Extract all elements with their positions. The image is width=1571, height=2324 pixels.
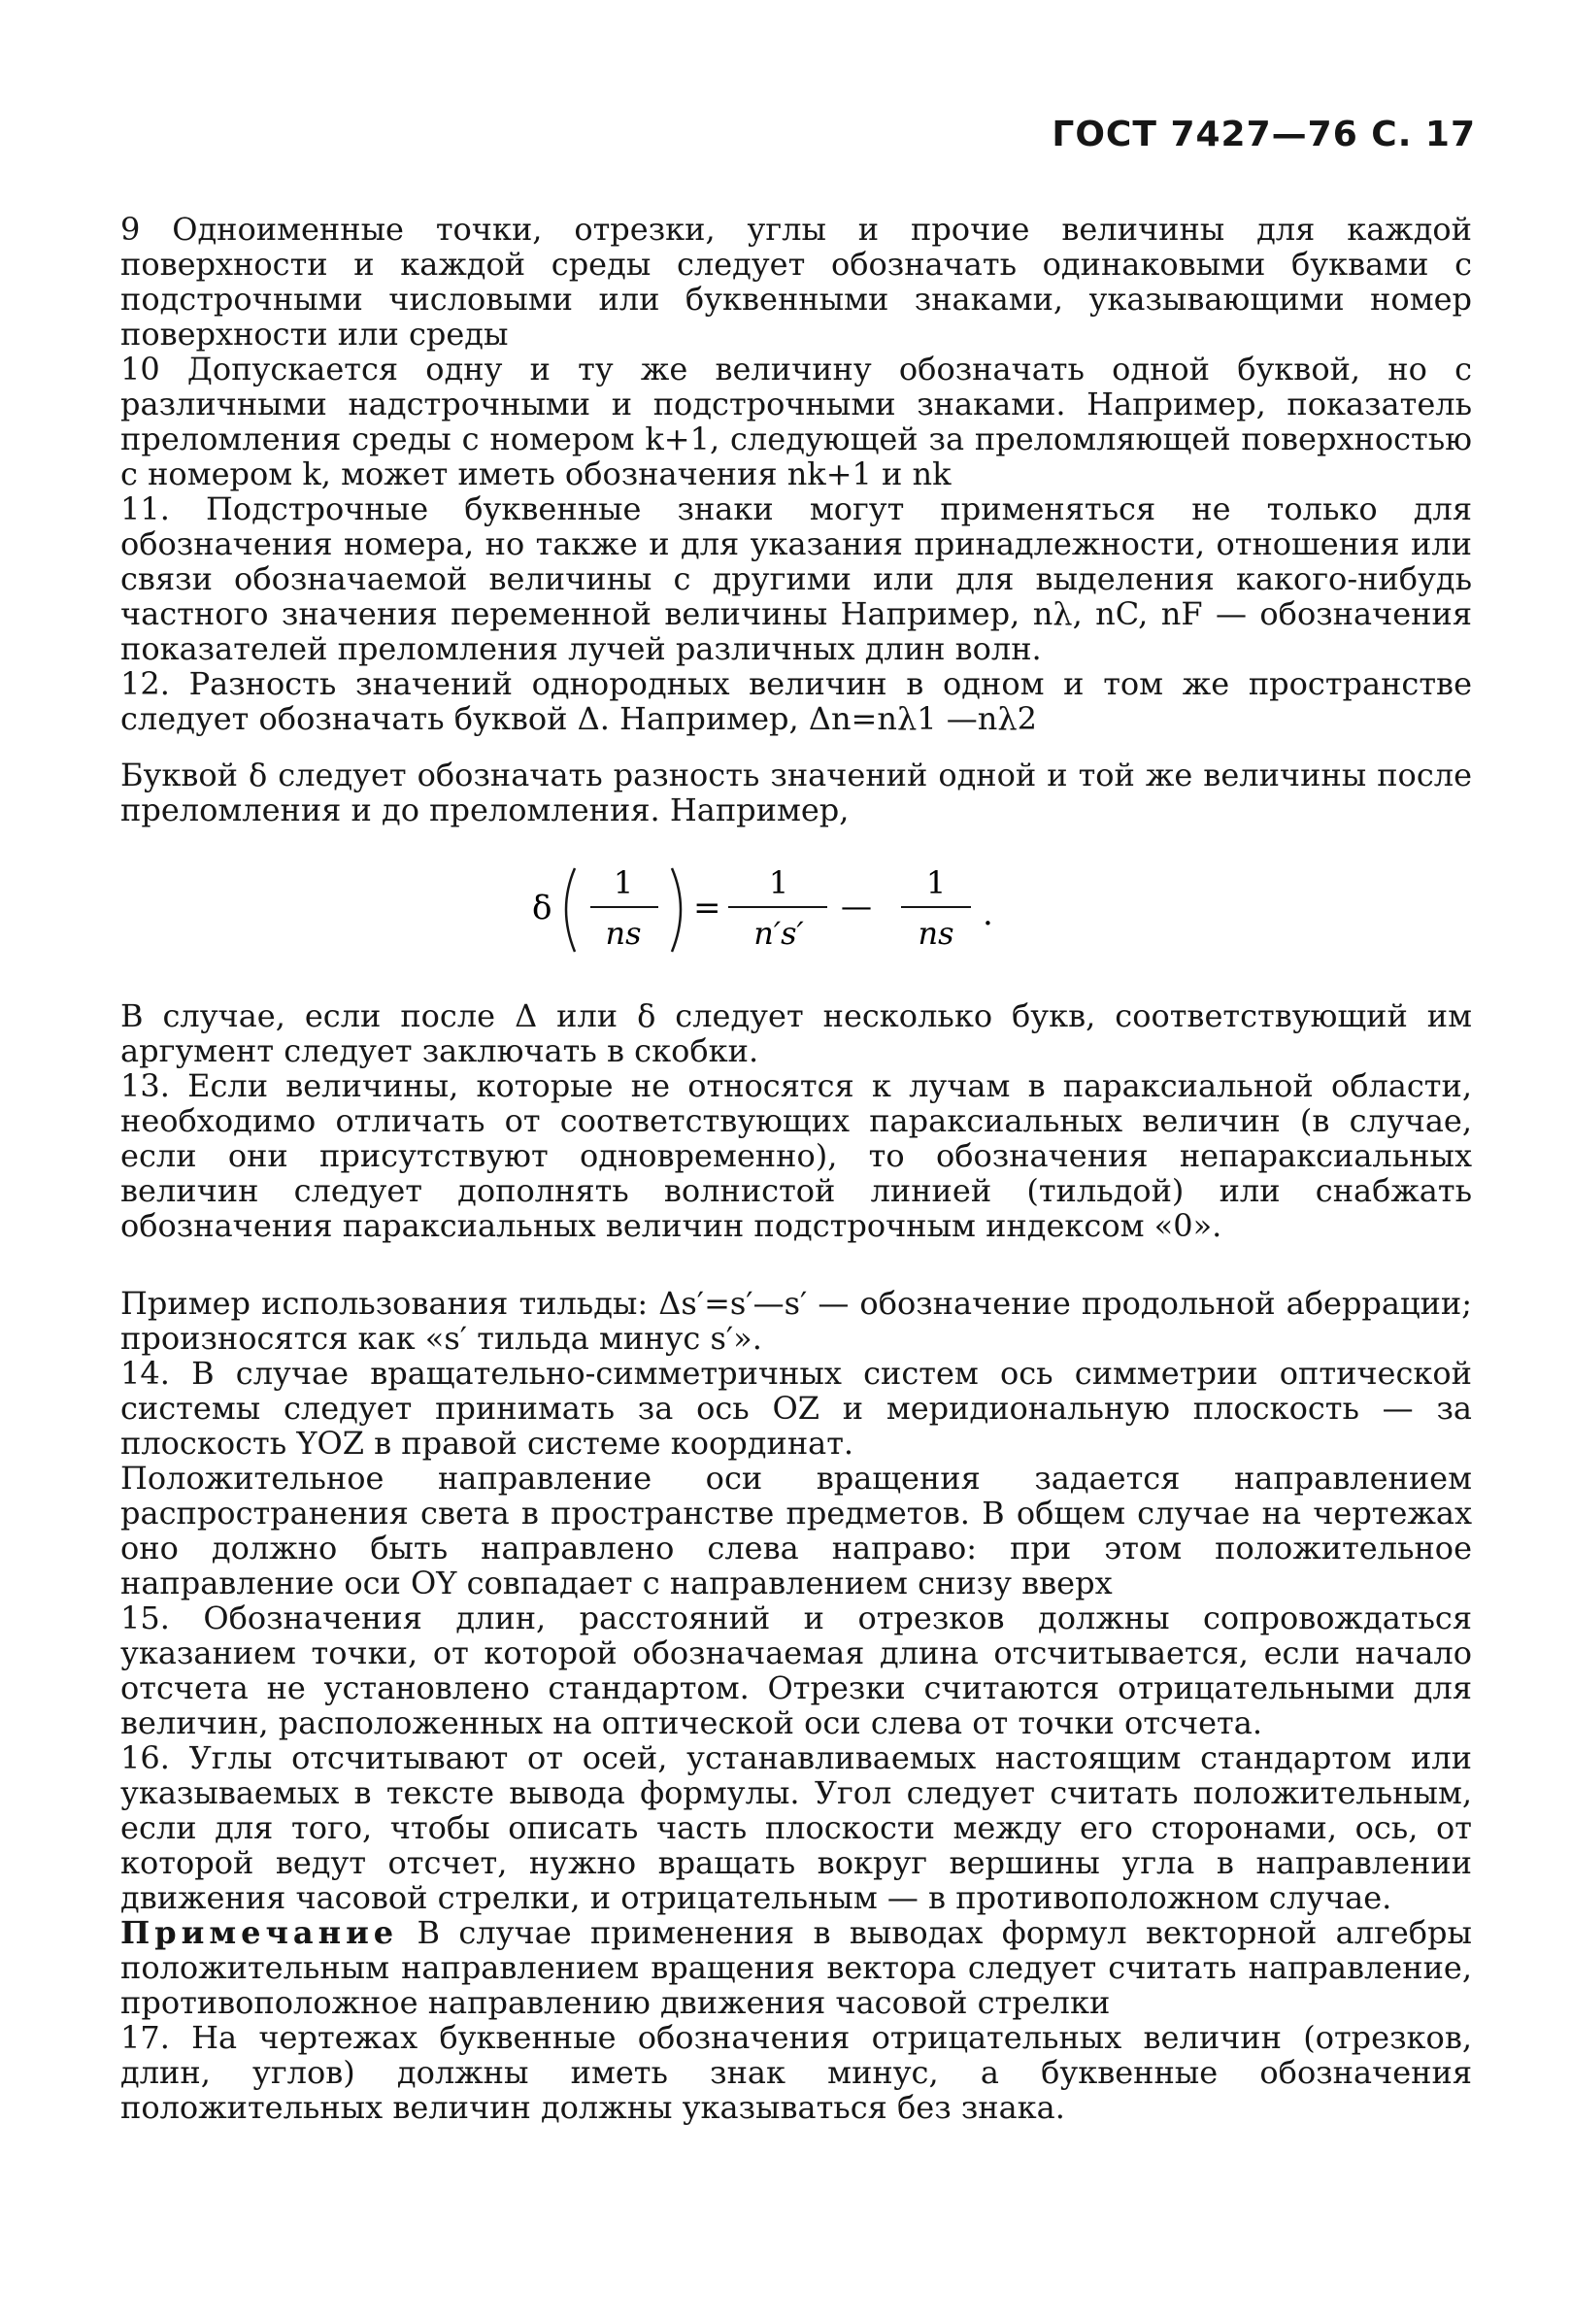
paragraph-16: 16. Углы отсчитывают от осей, устанавливаемых настоящим стандартом или указываемых в тексте вывода формулы. Угол следует считать положительным, если для того, чтобы описать часть плоскости между его сторонами, ось, от которой ведут отсчет, нужно вращать вокруг вершины угла в направлении движения часовой стрелки, и отрицательным — в противоположном случае.	[120, 1739, 1472, 1916]
formula-num-2: 1	[768, 864, 789, 901]
paragraph-10: 10 Допускается одну и ту же величину обозначать одной буквой, но с различными надстрочными и подстрочными знаками. Например, показатель преломления среды с номером k+1, следующей за преломляющей поверхностью с номером k, может иметь обозначения nk+1 и nk	[120, 351, 1472, 492]
formula-num-1: 1	[613, 864, 634, 901]
document-body	[120, 212, 1472, 2125]
formula-delta	[120, 851, 1472, 965]
paragraph-12-brackets: В случае, если после Δ или δ следует несколько букв, соответствующий им аргумент следует заключать в скобки.	[120, 997, 1472, 1069]
formula-equals: =	[693, 889, 721, 927]
formula-delta-symbol: δ	[532, 889, 552, 927]
paragraph-12-delta: Буквой δ следует обозначать разность значений одной и той же величины после преломления и до преломления. Например,	[120, 757, 1472, 828]
note-label: Примечание	[120, 1914, 399, 1951]
formula-den-3: ns	[918, 915, 954, 952]
paragraph-14-direction: Положительное направление оси вращения задается направлением распространения света в пространстве предметов. В общем случае на чертежах оно должно быть направлено слева направо: при этом положительное направление оси OY совпадает с направлением снизу вверх	[120, 1460, 1472, 1601]
paragraph-11: 11. Подстрочные буквенные знаки могут применяться не только для обозначения номера, но также и для указания принадлежности, отношения или связи обозначаемой величины с другими или для выделения какого-нибудь частного значения переменной величины Например, nλ, nC, nF — обозначения показателей преломления лучей различных длин волн.	[120, 490, 1472, 667]
formula-num-3: 1	[925, 864, 947, 901]
paragraph-13-example: Пример использования тильды: Δs′=s′—s′ — обозначение продольной аберрации; произносятся как «s′ тильда минус s′».	[120, 1285, 1472, 1357]
paragraph-16-note	[120, 1915, 1472, 2020]
page-header: ГОСТ 7427—76 С. 17	[1052, 115, 1476, 154]
left-paren	[566, 868, 575, 952]
right-paren	[672, 868, 681, 952]
paragraph-17: 17. На чертежах буквенные обозначения отрицательных величин (отрезков, длин, углов) должны иметь знак минус, а буквенные обозначения положительных величин должны указываться без знака.	[120, 2019, 1472, 2126]
paragraph-12: 12. Разность значений однородных величин в одном и том же пространстве следует обозначать буквой Δ. Например, Δn=nλ1 —nλ2	[120, 665, 1472, 737]
formula-period: .	[983, 894, 993, 933]
formula-den-1: ns	[605, 915, 642, 952]
formula-svg	[524, 851, 1068, 965]
formula-den-2: n′s′	[753, 915, 804, 952]
note-text: В случае применения в выводах формул векторной алгебры положительным направлением вращения вектора следует считать направление, противоположное направлению движения часовой стрелки	[120, 1914, 1472, 2021]
paragraph-9: 9 Одноименные точки, отрезки, углы и прочие величины для каждой поверхности и каждой среды следует обозначать одинаковыми буквами с подстрочными числовыми или буквенными знаками, указывающими номер поверхности или среды	[120, 211, 1472, 353]
paragraph-15: 15. Обозначения длин, расстояний и отрезков должны сопровождаться указанием точки, от которой обозначаемая длина отсчитывается, если начало отсчета не установлено стандартом. Отрезки считаются отрицательными для величин, расположенных на оптической оси слева от точки отсчета.	[120, 1600, 1472, 1741]
formula-minus: —	[841, 888, 872, 925]
paragraph-13: 13. Если величины, которые не относятся к лучам в параксиальной области, необходимо отличать от соответствующих параксиальных величин (в случае, если они присутствуют одновременно), то обозначения непараксиальных величин следует дополнять волнистой линией (тильдой) или снабжать обозначения параксиальных величин подстрочным индексом «0».	[120, 1067, 1472, 1244]
paragraph-14: 14. В случае вращательно-симметричных систем ось симметрии оптической системы следует принимать за ось OZ и меридиональную плоскость — за плоскость YOZ в правой системе координат.	[120, 1355, 1472, 1462]
